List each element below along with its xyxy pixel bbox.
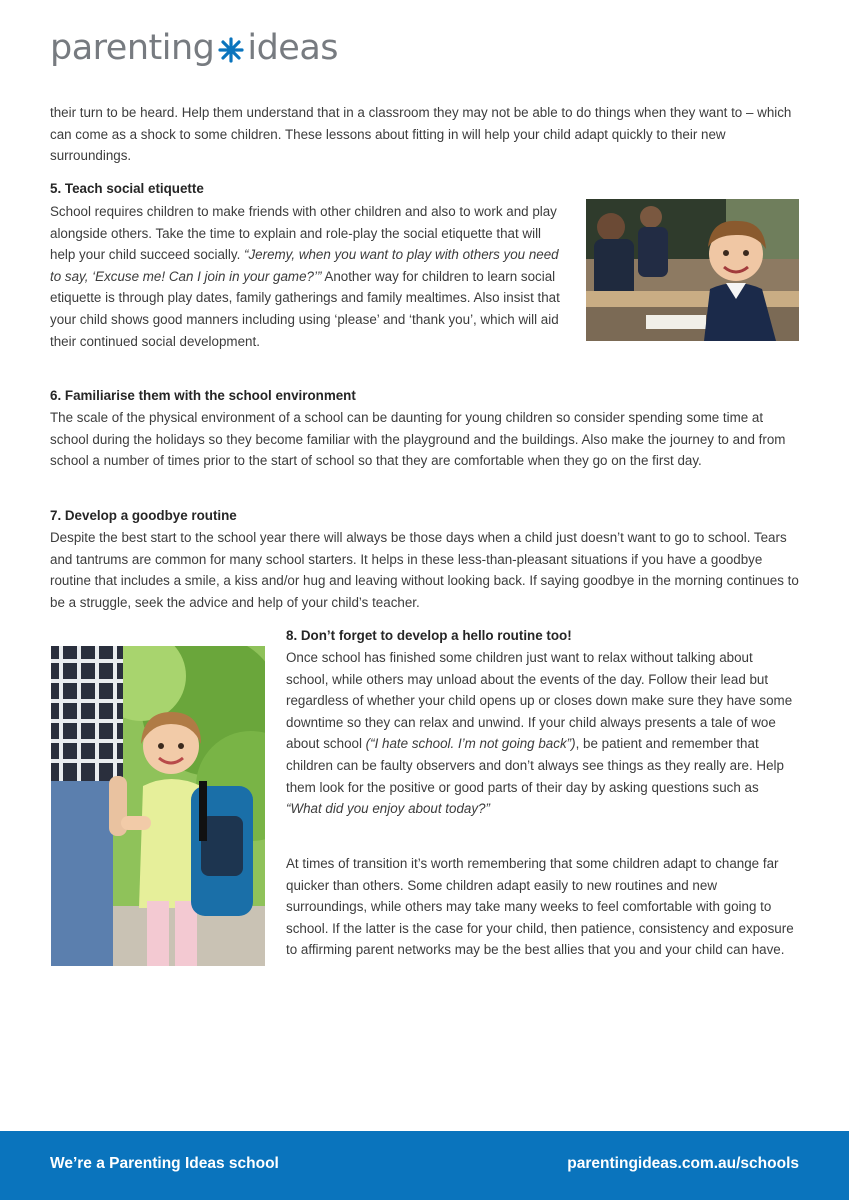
girl-backpack-illustration [51,646,265,966]
footer-website-link[interactable]: parentingideas.com.au/schools [567,1155,799,1172]
intro-paragraph: their turn to be heard. Help them understand that in a classroom they may not be able to do things when they want to – which can come as a shock to some children. These lessons about fitting in will help your child adapt quickly to their new surroundings. [50,105,792,164]
section-6-heading: 6. Familiarise them with the school environment [50,388,356,403]
classroom-boy-photo [586,199,799,341]
asterisk-star-icon [218,37,244,63]
section-5-quote: “Jeremy, when you want to play with others you need to say, ‘Excuse me! Can I join in your game?’” [50,247,559,284]
footer-bar [0,1131,849,1200]
section-8-heading: 8. Don’t forget to develop a hello routine too! [286,628,572,643]
girl-backpack-photo [51,646,265,966]
logo-text-parenting: parenting [50,28,215,68]
logo-text-ideas: ideas [247,28,339,68]
section-8-quote-1: (“I hate school. I’m not going back”) [365,736,576,752]
closing-paragraph: At times of transition it’s worth remembering that some children adapt to change far quicker than others. Some children adapt easily to new routines and new surroundings, while others may take many weeks to feel comfortable with going to school. If the latter is the case for your child, then patience, consistency and exposure to affirming parent networks may be the best allies that you and your child can have. [286,856,794,958]
section-8-text-continued: , be patient and remember that children can be faulty observers and don’t always see things as they really are. Help them look for the positive or good parts of their day by asking questions such as [286,736,784,795]
section-5-text: School requires children to make friends with other children and also to work and play alongside others. Take the time to explain and role-play the social etiquette that will help your child succeed socially. [50,204,557,263]
section-7-paragraph: Despite the best start to the school year there will always be those days when a child just doesn’t want to go to school. Tears and tantrums are common for many school starters. It helps in these less-than-pleasant situations if you have a goodbye routine that includes a smile, a kiss and/or hug and leaving without looking back. If saying goodbye in the morning continues to be a struggle, seek the advice and help of your child’s teacher. [50,530,799,610]
section-6-paragraph: The scale of the physical environment of a school can be daunting for young children so consider spending some time at school during the holidays so they become familiar with the playground and the buildings. Also make the journey to and from school a number of times prior to the start of school so that they are comfortable when they go on the first day. [50,410,786,469]
section-8-quote-2: “What did you enjoy about today?” [286,801,490,817]
section-8-text: Once school has finished some children just want to relax without talking about school, while others may unload about the events of the day. Follow their lead but regardless of whether your child opens up or closes down make sure they have some downtime so they can relax and unwind. If your child always presents a tale of woe about school [286,650,793,752]
section-8-paragraph [286,647,798,820]
classroom-boy-illustration [586,199,799,341]
section-7-heading: 7. Develop a goodbye routine [50,508,237,523]
footer-school-text: We’re a Parenting Ideas school [50,1155,279,1172]
parenting-ideas-logo [50,28,338,68]
section-5-paragraph [50,201,565,352]
section-5-text-continued: Another way for children to learn social etiquette is through play dates, family gatherings and family mealtimes. Also insist that your child shows good manners including using ‘please’ and ‘thank you’, which will aid their continued social development. [50,268,560,349]
section-5-heading: 5. Teach social etiquette [50,181,204,196]
